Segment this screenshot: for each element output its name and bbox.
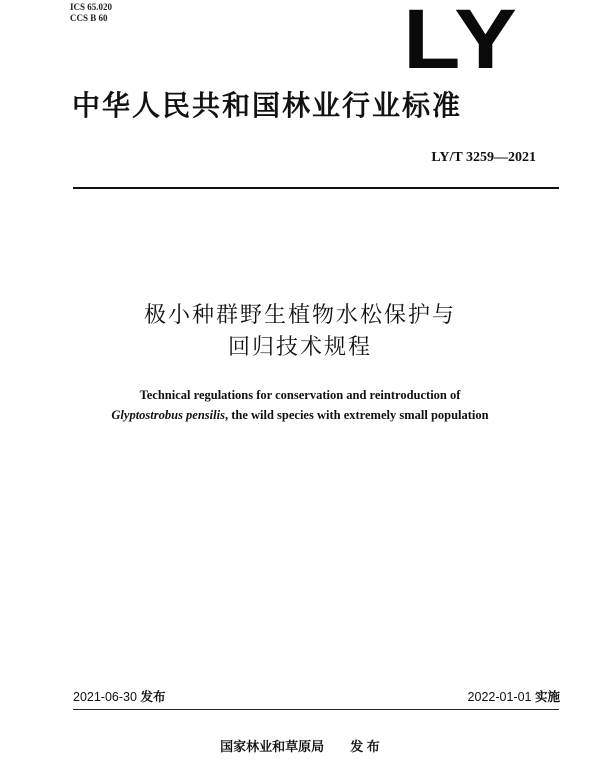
standard-code: LY/T 3259—2021: [431, 150, 536, 165]
document-title-zh: [0, 300, 600, 364]
header-divider: [73, 187, 559, 189]
issue-label: 发布: [140, 690, 166, 704]
title-en-line1: Technical regulations for conservation and reintroduction of: [139, 388, 461, 402]
publish-label: 发 布: [350, 739, 380, 754]
publisher-line: [0, 738, 600, 756]
title-en-line2: [0, 405, 600, 425]
document-title-en: [0, 385, 600, 425]
title-zh-line1: 极小种群野生植物水松保护与: [143, 303, 456, 328]
implement-label: 实施: [534, 690, 560, 704]
species-name: Glyptostrobus pensilis: [111, 408, 225, 422]
implement-date-block: [468, 688, 560, 706]
footer-divider: [73, 709, 559, 710]
implement-date: 2022-01-01: [467, 690, 532, 704]
title-en-line2-rest: , the wild species with extremely small population: [224, 408, 489, 422]
ccs-code: CCS B 60: [70, 13, 108, 23]
publisher-name: 国家林业和草原局: [220, 739, 325, 754]
issue-date: 2021-06-30: [73, 690, 137, 704]
ly-logo: LY: [403, 0, 520, 86]
title-zh-line2: 回归技术规程: [227, 335, 372, 360]
standard-category-title: 中华人民共和国林业行业标准: [72, 89, 463, 122]
issue-date-block: [73, 688, 165, 706]
ics-code: ICS 65.020: [70, 2, 113, 12]
ics-ccs-codes: [70, 2, 112, 24]
